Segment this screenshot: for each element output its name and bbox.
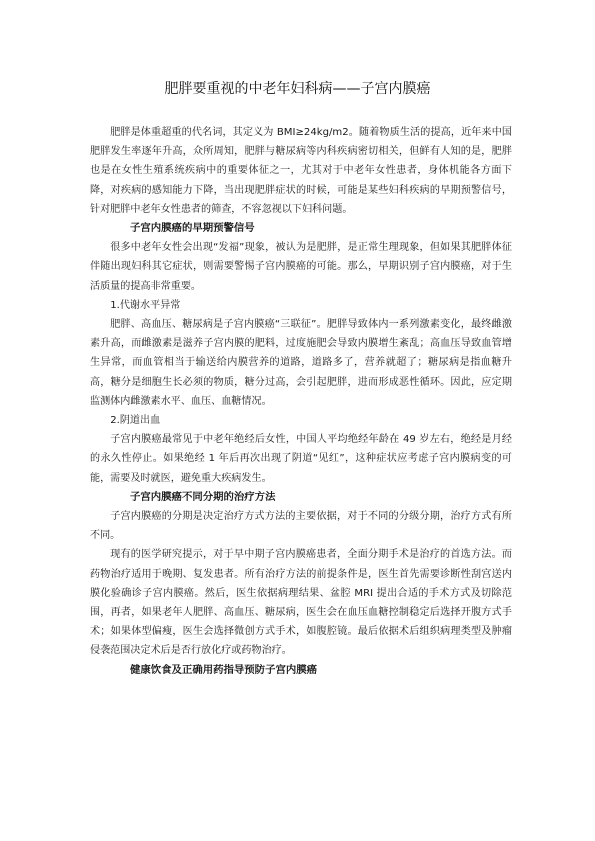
section-heading-treatment: 子宫内膜癌不同分期的治疗方法 (130, 490, 276, 503)
section2-paragraph-1: 子宫内膜癌的分期是决定治疗方式方法的主要依据，对于不同的分级分期，治疗方式有所不同。 (90, 511, 512, 542)
document-body (90, 123, 512, 680)
item2-title: 2.阴道出血 (110, 415, 161, 427)
section-heading-early-warning: 子宫内膜癌的早期预警信号 (130, 222, 255, 235)
item1-paragraph: 肥胖、高血压、糖尿病是子宫内膜癌“三联征”。肥胖导致体内一系列激素变化，最终雌激素升高，而雌激素是滋养子宫内膜的肥料，过度施肥会导致内膜增生紊乱；高血压导致血管增生异常，而血管相当于输送给内膜营养的道路，道路多了，营养就超了；糖尿病是指血糖升高，糖分是细胞生长必须的物质，糖分过高，会引起肥胖，进而形成恶性循环。因此，应定期监测体内雌激素水平、血压、血糖情况。 (90, 319, 512, 407)
section2-paragraph-2: 现有的医学研究提示，对于早中期子宫内膜癌患者，全面分期手术是治疗的首选方法。而药物治疗适用于晚期、复发患者。所有治疗方法的前提条件是，医生首先需要诊断性刮宫送内膜化验确诊子宫内膜癌。然后，医生依据病理结果、盆腔 MRI 提出合适的手术方式及切除范围，再者，如果老年人肥胖、高血压、糖尿病，医生会在血压血糖控制稳定后选择开腹方式手术；如果体型偏瘦，医生会选择微创方式手术，如腹腔镜。最后依据术后组织病理类型及肿瘤侵袭范围决定术后是否行放化疗或药物治疗。 (90, 549, 512, 657)
item1-title: 1.代谢水平异常 (110, 299, 181, 311)
item2-paragraph: 子宫内膜癌最常见于中老年绝经后女性，中国人平均绝经年龄在 49 岁左右，绝经是月经的永久性停止。如果绝经 1 年后再次出现了阴道“见红”，这种症状应考虑子宫内膜病变的可能，需要及时就医，避免重大疾病发生。 (90, 434, 512, 484)
intro-paragraph: 肥胖是体重超重的代名词，其定义为 BMI≥24kg/m2。随着物质生活的提高，近年来中国肥胖发生率逐年升高，众所周知，肥胖与糖尿病等内科疾病密切相关，但鲜有人知的是，肥胖也是在女性生殖系统疾病中的重要体征之一，尤其对于中老年女性患者，身体机能各方面下降，对疾病的感知能力下降，当出现肥胖症状的时候，可能是某些妇科疾病的早期预警信号，针对肥胖中老年女性患者的筛查，不容忽视以下妇科问题。 (90, 127, 512, 215)
document-title: 肥胖要重视的中老年妇科病——子宫内膜癌 (164, 81, 431, 97)
section1-paragraph: 很多中老年女性会出现“发福”现象，被认为是肥胖，是正常生理现象，但如果其肥胖体征伴随出现妇科其它症状，则需要警惕子宫内膜癌的可能。那么，早期识别子宫内膜癌，对于生活质量的提高非常重要。 (90, 242, 512, 292)
section-heading-prevention: 健康饮食及正确用药指导预防子宫内膜癌 (130, 663, 318, 676)
